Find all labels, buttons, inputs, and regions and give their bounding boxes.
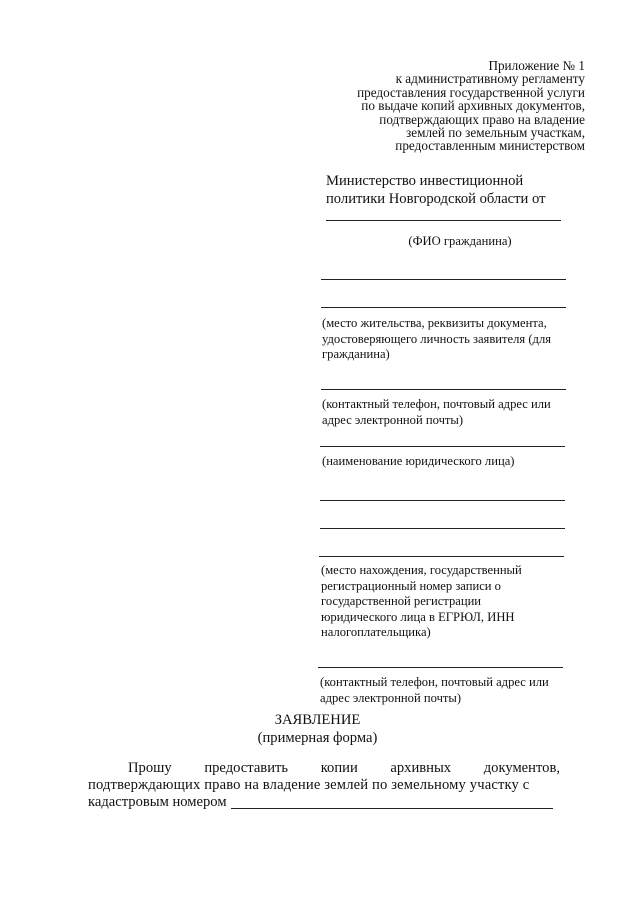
appendix-line: к административному регламенту xyxy=(395,71,585,87)
residence-blank-line-2[interactable] xyxy=(321,307,566,308)
legal-location-blank-line-3[interactable] xyxy=(319,556,564,557)
fio-blank-line[interactable] xyxy=(326,220,561,221)
statement-word: документов, xyxy=(483,760,560,776)
statement-row-1 xyxy=(88,760,560,777)
statement-title: ЗАЯВЛЕНИЕ xyxy=(274,712,361,728)
caption-line: налогоплательщика) xyxy=(321,625,431,640)
caption-line: адрес электронной почты) xyxy=(322,412,464,427)
addressee-block xyxy=(326,172,545,208)
appendix-line: по выдаче копий архивных документов, xyxy=(361,98,585,114)
appendix-line: Приложение № 1 xyxy=(488,58,585,73)
cadastral-number-blank-line[interactable] xyxy=(231,808,553,809)
caption-line: (контактный телефон, почтовый адрес или xyxy=(320,675,549,689)
residence-caption xyxy=(322,316,551,363)
legal-location-caption xyxy=(321,563,522,641)
statement-subtitle: (примерная форма) xyxy=(257,730,378,746)
caption-line: гражданина) xyxy=(322,347,390,362)
caption-line: государственной регистрации xyxy=(321,594,482,609)
contact-blank-line[interactable] xyxy=(321,389,566,390)
contact-caption xyxy=(322,397,551,428)
legal-location-blank-line-1[interactable] xyxy=(320,500,565,501)
appendix-line: подтверждающих право на владение xyxy=(379,111,585,127)
caption-line: регистрационный номер записи о xyxy=(321,578,501,593)
fio-caption: (ФИО гражданина) xyxy=(408,234,512,248)
caption-line: (место нахождения, государственный xyxy=(321,563,522,577)
statement-word: Прошу xyxy=(128,760,172,776)
addressee-line: Министерство инвестиционной xyxy=(326,173,524,189)
legal-name-caption: (наименование юридического лица) xyxy=(322,454,515,468)
statement-row-3: кадастровым номером xyxy=(88,794,227,810)
legal-name-blank-line[interactable] xyxy=(320,446,565,447)
statement-word: копии xyxy=(320,760,358,776)
appendix-header xyxy=(305,59,585,153)
statement-word: архивных xyxy=(390,760,452,776)
legal-contact-blank-line[interactable] xyxy=(318,667,563,668)
residence-blank-line-1[interactable] xyxy=(321,279,566,280)
legal-contact-caption xyxy=(320,675,549,706)
legal-location-blank-line-2[interactable] xyxy=(320,528,565,529)
statement-word: предоставить xyxy=(204,760,289,776)
appendix-line: предоставления государственной услуги xyxy=(357,84,585,100)
caption-line: удостоверяющего личность заявителя (для xyxy=(322,331,552,346)
appendix-line: землей по земельным участкам, xyxy=(406,125,585,141)
caption-line: юридического лица в ЕГРЮЛ, ИНН xyxy=(321,609,515,624)
caption-line: (место жительства, реквизиты документа, xyxy=(322,316,547,330)
caption-line: адрес электронной почты) xyxy=(320,690,462,705)
caption-line: (контактный телефон, почтовый адрес или xyxy=(322,397,551,411)
appendix-line: предоставленным министерством xyxy=(395,138,585,154)
addressee-line: политики Новгородской области от xyxy=(326,191,546,207)
statement-row-2: подтверждающих право на владение землей по земельному участку с xyxy=(88,777,530,793)
